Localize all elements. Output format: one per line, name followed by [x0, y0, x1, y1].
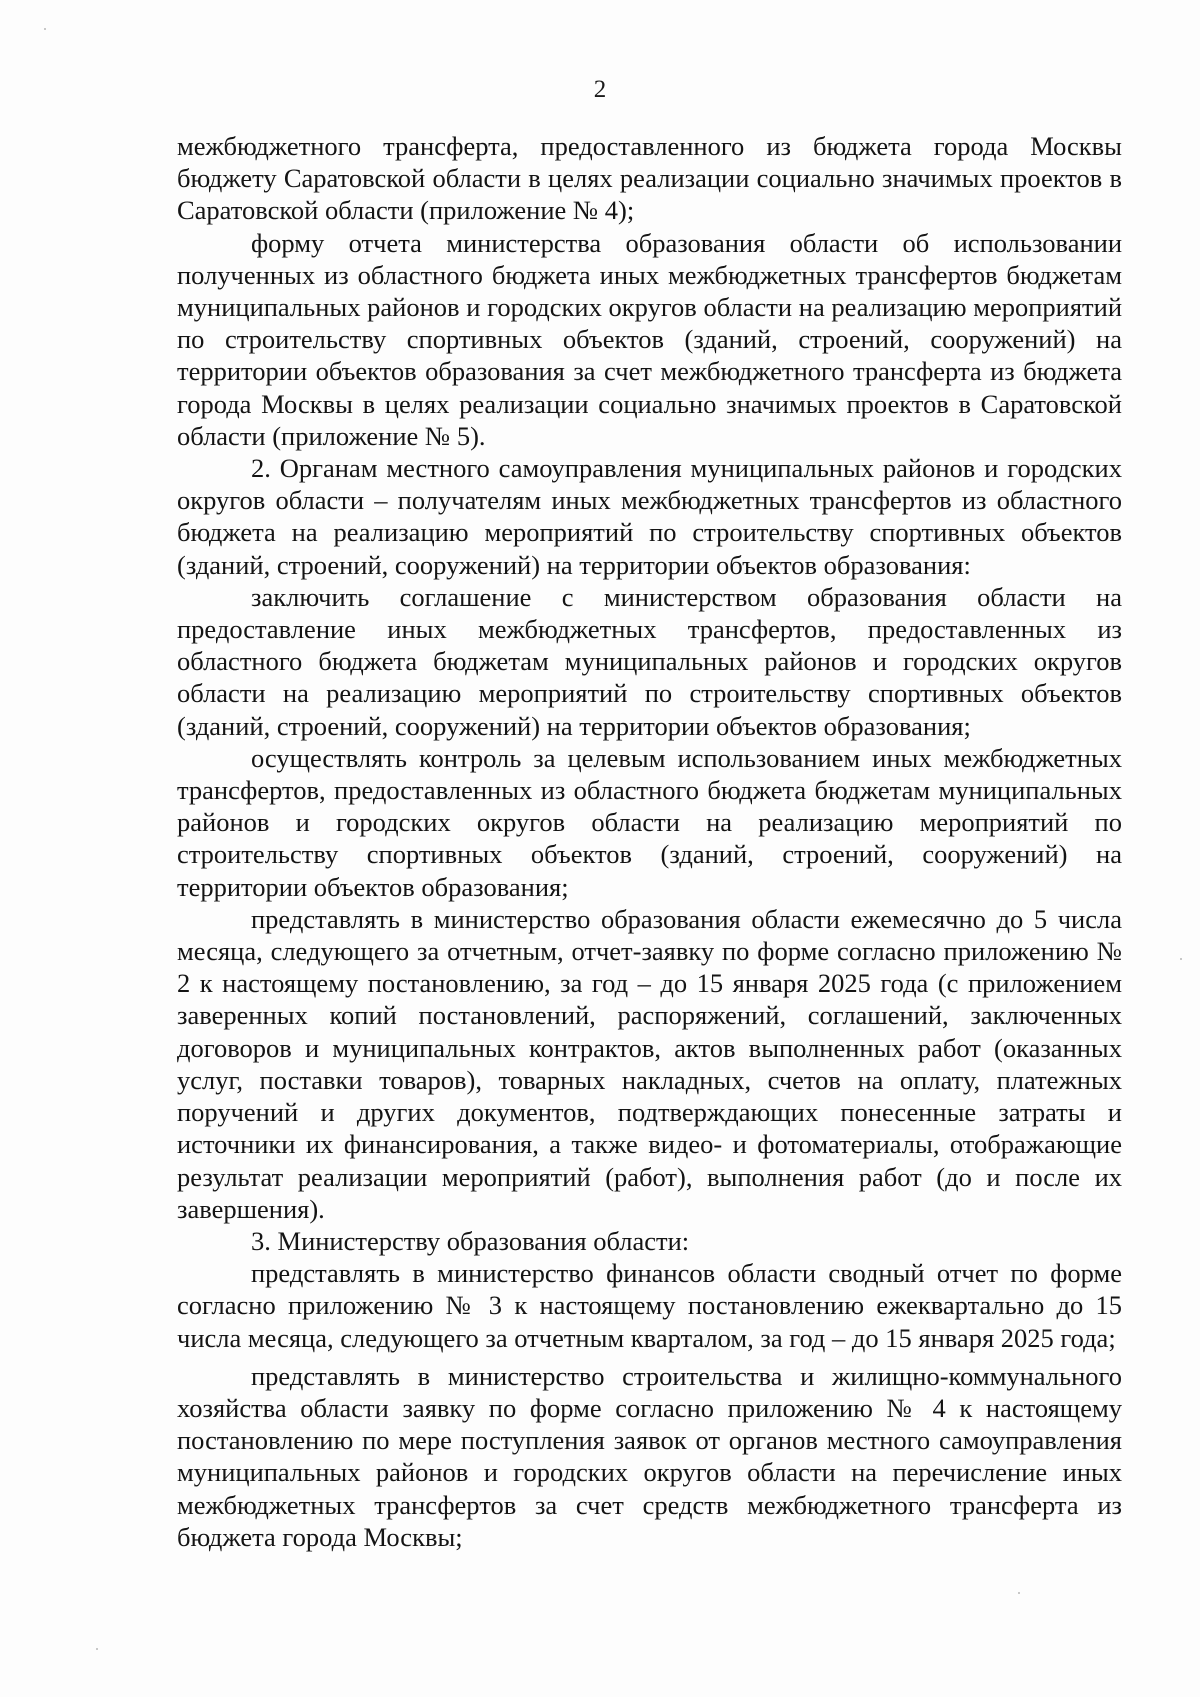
paragraph-summary-report: представлять в министерство финансов области сводный отчет по форме согласно приложению № 3 к настоящему постановлению ежеквартально до 15 числа месяца, следующего за отчетным кварталом, за год – до 15 января 2025 года; — [177, 1258, 1122, 1353]
paragraph-report-form: форму отчета министерства образования области об использовании полученных из областного бюджета иных межбюджетных трансфертов бюджетам муниципальных районов и городских округов области на реализацию мероприятий по строительству спортивных объектов (зданий, строений, сооружений) на территории объектов образования за счет межбюджетного трансферта из бюджета города Москвы в целях реализации социально значимых проектов в Саратовской области (приложение № 5). — [177, 227, 1122, 451]
paragraph-item-3: 3. Министерству образования области: — [251, 1225, 690, 1256]
paragraph-control: осуществлять контроль за целевым использованием иных межбюджетных трансфертов, предоставленных из областного бюджета бюджетам муниципальных районов и городских округов области на реализацию мероприятий по строительству спортивных объектов (зданий, строений, сооружений) на территории объектов образования; — [177, 742, 1122, 902]
document-body — [177, 130, 1122, 1553]
scan-speck — [1018, 1592, 1020, 1594]
paragraph-monthly-report: представлять в министерство образования области ежемесячно до 5 числа месяца, следующего за отчетным, отчет-заявку по форме согласно приложению № 2 к настоящему постановлению, за год – до 15 января 2025 года (с приложением заверенных копий постановлений, распоряжений, соглашений, заключенных договоров и муниципальных контрактов, актов выполненных работ (оказанных услуг, поставки товаров), товарных накладных, счетов на оплату, платежных поручений и других документов, подтверждающих понесенные затраты и источники их финансирования, а также видео- и фотоматериалы, отображающие результат реализации мероприятий (работ), выполнения работ (до и после их завершения). — [177, 903, 1122, 1224]
scan-speck — [44, 28, 46, 30]
page-number: 2 — [593, 76, 607, 103]
paragraph-item-2: 2. Органам местного самоуправления муниципальных районов и городских округов области – получателям иных межбюджетных трансфертов из областного бюджета на реализацию мероприятий по строительству спортивных объектов (зданий, строений, сооружений) на территории объектов образования: — [177, 453, 1122, 580]
scan-speck — [1180, 958, 1182, 960]
scan-speck — [96, 1648, 98, 1650]
paragraph-continuation: межбюджетного трансферта, предоставленного из бюджета города Москвы бюджету Саратовской области в целях реализации социально значимых проектов в Саратовской области (приложение № 4); — [177, 131, 1122, 226]
paragraph-application: представлять в министерство строительства и жилищно-коммунального хозяйства области заявку по форме согласно приложению № 4 к настоящему постановлению по мере поступления заявок от органов местного самоуправления муниципальных районов и городских округов области на перечисление иных межбюджетных трансфертов за счет средств межбюджетного трансферта из бюджета города Москвы; — [177, 1360, 1122, 1552]
paragraph-agreement: заключить соглашение с министерством образования области на предоставление иных межбюджетных трансфертов, предоставленных из областного бюджета бюджетам муниципальных районов и городских округов области на реализацию мероприятий по строительству спортивных объектов (зданий, строений, сооружений) на территории объектов образования; — [177, 581, 1122, 741]
